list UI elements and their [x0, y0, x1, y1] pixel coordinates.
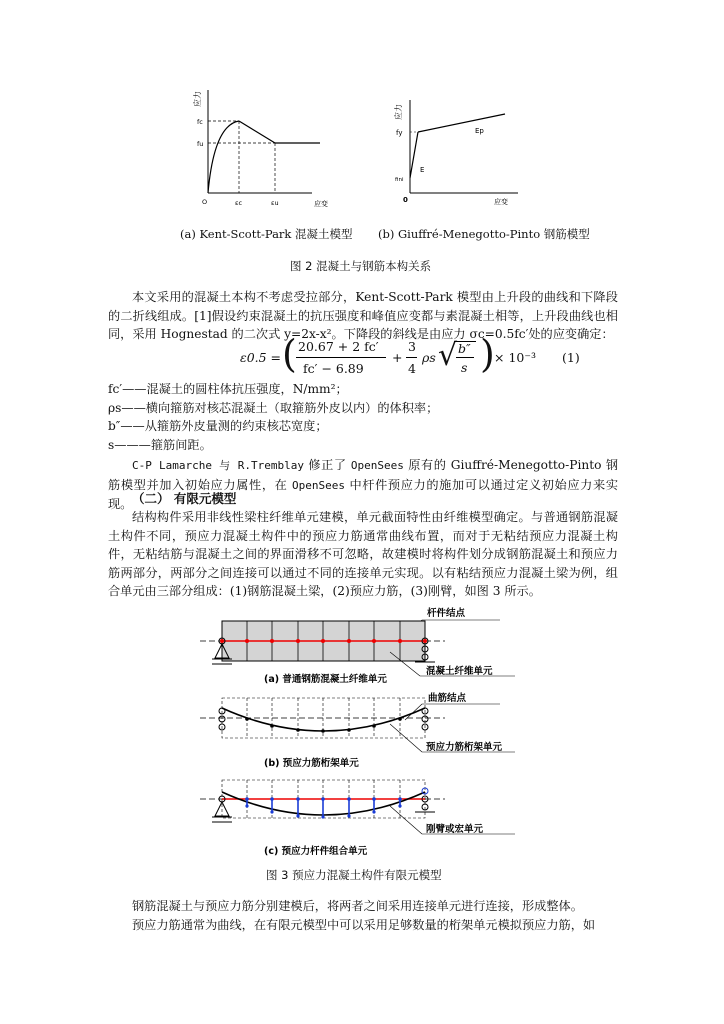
label-a-node: 杆件结点	[427, 608, 466, 619]
equation-1	[240, 332, 600, 382]
caption-c: (c) 预应力杆件组合单元	[264, 846, 368, 857]
origin-label: 0	[403, 196, 408, 204]
caption-b: (b) 预应力筋桁架单元	[264, 758, 359, 769]
paragraph-4	[108, 897, 618, 934]
paragraph-4-text: 钢筋混凝土与预应力筋分别建模后，将两者之间采用连接单元进行连接，形成整体。	[132, 899, 583, 913]
figure3-diagram	[200, 602, 520, 864]
ytick-fy: fy	[396, 129, 403, 137]
eq-sqrt-num: b″	[458, 341, 471, 356]
section-heading: （二） 有限元模型	[132, 491, 237, 506]
xtick-ec: εc	[235, 199, 243, 207]
p2-part-d: 原有的 Giuffré-Menegotto-Pinto 钢筋模型并加入初始应力属性，在	[108, 458, 619, 492]
label-e: E	[420, 166, 425, 174]
origin-label: O	[202, 198, 208, 206]
label-ep: Ep	[475, 127, 484, 135]
eq-coef-bar	[406, 357, 417, 358]
label-a-elem: 混凝土纤维单元	[426, 666, 493, 677]
figure2-caption-b: (b) Giuffré-Menegotto-Pinto 钢筋模型	[378, 227, 590, 241]
xtick-eu: εu	[271, 199, 279, 207]
p2-authors: C-P Lamarche 与 R.Tremblay	[132, 459, 305, 472]
figure2-chart-a	[190, 85, 340, 215]
label-c-elem: 刚臂或宏单元	[426, 824, 484, 835]
definition-s: s———箍筋间距。	[108, 437, 212, 452]
eq-paren-right: )	[480, 332, 495, 376]
figure3-title: 图 3 预应力混凝土构件有限元模型	[266, 868, 442, 882]
definition-b: b″——从箍筋外皮量测的约束核芯宽度；	[108, 419, 328, 434]
ytick-fc: fc	[197, 118, 203, 126]
label-b-node: 曲筋结点	[428, 693, 467, 704]
ytick-fu: fu	[197, 140, 204, 148]
definition-rho: ρs——横向箍筋对核芯混凝土（取箍筋外皮以内）的体积率；	[108, 400, 439, 415]
segment-initial	[410, 132, 418, 178]
ylabel: 应力	[193, 91, 202, 107]
eq-den: fc′ − 6.89	[303, 361, 364, 376]
tendon-curve-b	[222, 708, 425, 731]
xlabel: 应变	[494, 198, 508, 206]
paragraph-1-text: 本文采用的混凝土本构不考虑受拉部分，Kent-Scott-Park 模型由上升段的曲线和下降段的二折线组成。[1]假设约束混凝土的抗压强度和峰值应变都与素混凝土相等，上升段曲线也相同，采用 Hognestad 的二次式 y=2x-x²。下降段的斜线是由应力 σc=0.5fc′处的应变确定：	[108, 290, 618, 342]
eq-sqrt-den: s	[461, 360, 468, 375]
leader-b-node-2	[405, 704, 422, 720]
label-b-elem: 预应力筋桁架单元	[426, 742, 503, 753]
figure2-caption-a: (a) Kent-Scott-Park 混凝土模型	[180, 227, 353, 241]
paragraph-3-text: 结构构件采用非线性梁柱纤维单元建模，单元截面特性由纤维模型确定。与普通钢筋混凝土构件不同，预应力混凝土构件中的预应力筋通常曲线布置，而对于无粘结预应力混凝土构件，无粘结筋与混凝土之间的界面滑移不可忽略，故建模时将构件划分成钢筋混凝土和预应力筋两部分，两部分之间连接可以通过不同的连接单元实现。以有粘结预应力混凝土梁为例，组合单元由三部分组成：(1)钢筋混凝土梁，(2)预应力筋，(3)刚臂，如图 3 所示。	[108, 510, 618, 599]
eq-sqrt-sign: √	[438, 338, 458, 373]
eq-plus: +	[392, 350, 403, 365]
eq-coef-den: 4	[408, 361, 416, 376]
eq-tail: × 10⁻³	[494, 350, 536, 365]
definitions	[108, 380, 618, 454]
ylabel: 应力	[394, 104, 403, 120]
eq-sqrt-frac-bar	[456, 357, 474, 358]
p2-opensees-1: OpenSees	[350, 459, 404, 472]
eq-lhs: ε0.5 =	[240, 350, 282, 365]
paragraph-3	[108, 508, 618, 601]
eq-fraction-bar	[296, 357, 386, 358]
eq-paren-left: (	[282, 332, 297, 376]
p2-opensees-2: OpenSees	[291, 478, 345, 492]
caption-a: (a) 普通钢筋混凝土纤维单元	[264, 674, 387, 685]
p2-part-b: 修正了	[304, 458, 351, 472]
curve-descending	[239, 121, 275, 143]
ytick-fini: fini	[395, 177, 404, 183]
eq-num: 20.67 + 2 fc′	[298, 339, 379, 354]
p2-part-f: 中杆件预应力的施加可以通过定义初始应力来实现。	[108, 477, 619, 512]
paragraph-5-text: 预应力筋通常为曲线，在有限元模型中可以采用足够数量的桁架单元模拟预应力筋，如	[132, 917, 596, 932]
eq-number: (1)	[562, 350, 580, 365]
definition-fc: fc′——混凝土的圆柱体抗压强度，N/mm²；	[108, 382, 348, 396]
eq-coef: 3	[408, 339, 416, 354]
eq-rho: ρs	[422, 350, 436, 365]
curve-ascending	[208, 121, 239, 193]
figure2-title: 图 2 混凝土与钢筋本构关系	[290, 259, 432, 273]
leader-c-elem	[390, 806, 422, 834]
figure2-chart-b	[388, 98, 528, 210]
segment-hardening	[418, 114, 505, 132]
xlabel: 应变	[314, 200, 328, 208]
